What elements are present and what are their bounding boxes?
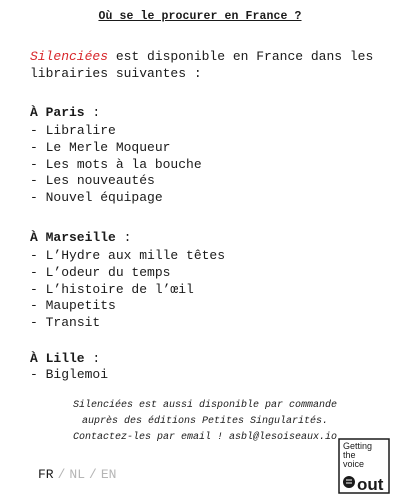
badge-line2: the (343, 450, 356, 460)
list-item: - L’Hydre aux mille têtes (30, 248, 226, 263)
list-item: - Nouvel équipage (30, 190, 163, 206)
colon: : (115, 230, 132, 245)
getting-the-voice-out-badge[interactable] (338, 438, 390, 494)
shop-list-paris (30, 123, 202, 207)
intro-paragraph (30, 48, 380, 82)
footnote-line2: auprès des éditions Petites Singularités. (81, 416, 329, 427)
list-item: - Libralire (30, 123, 116, 138)
list-item: - Les nouveautés (30, 173, 155, 189)
colon: : (84, 105, 101, 120)
lang-separator: / (57, 467, 66, 482)
shop-name: L’Hydre aux mille têtes (45, 248, 226, 263)
shop-name: Transit (45, 315, 101, 331)
list-item: - L’histoire de l’œil (30, 281, 194, 297)
city-heading-marseille (30, 229, 131, 246)
lang-fr-link[interactable]: FR (38, 467, 54, 482)
badge-line3: voice (343, 459, 365, 469)
footnote-line3: Contactez-les par email ! asbl@lesoiseaux.io (72, 432, 338, 443)
lang-en-link[interactable]: EN (100, 467, 117, 482)
shop-list-lille (30, 367, 108, 384)
city-heading-lille (30, 350, 100, 367)
list-item: - Maupetits (30, 298, 116, 314)
list-item: - L’odeur du temps (30, 264, 171, 280)
list-item: - Transit (30, 315, 101, 331)
intro-text-line1: est disponible en France dans les (108, 49, 374, 64)
book-title: Silenciées (30, 49, 109, 64)
shop-name: L’odeur du temps (45, 264, 171, 280)
lang-nl-link[interactable]: NL (69, 467, 86, 482)
city-name: À Paris (30, 105, 85, 120)
shop-name: L’histoire de l’œil (45, 281, 194, 297)
lang-separator: / (89, 467, 97, 482)
footnote-line1: Silenciées est aussi disponible par commande (72, 400, 338, 411)
shop-name: Nouvel équipage (45, 190, 163, 206)
language-switcher (36, 467, 118, 482)
shop-name: Maupetits (45, 298, 116, 314)
list-item: - Les mots à la bouche (30, 156, 202, 172)
list-item: - Le Merle Moqueur (30, 139, 171, 155)
shop-name: Les nouveautés (45, 173, 155, 189)
badge-line1: Getting (343, 441, 373, 451)
list-item: - Biglemoi (30, 367, 109, 382)
footnote (40, 398, 370, 446)
intro-text-line2: librairies suivantes : (30, 66, 202, 81)
shop-list-marseille (30, 248, 225, 332)
badge-line4: out (357, 475, 384, 494)
shop-name: Biglemoi (45, 367, 109, 382)
shop-name: Les mots à la bouche (45, 156, 202, 172)
city-name: À Marseille (30, 230, 116, 245)
page-title: Où se le procurer en France ? (98, 10, 302, 23)
shop-name: Le Merle Moqueur (45, 139, 171, 155)
colon: : (84, 351, 101, 366)
city-heading-paris (30, 104, 100, 121)
city-name: À Lille (30, 351, 85, 366)
megaphone-icon (343, 476, 355, 488)
shop-name: Libralire (45, 123, 116, 138)
